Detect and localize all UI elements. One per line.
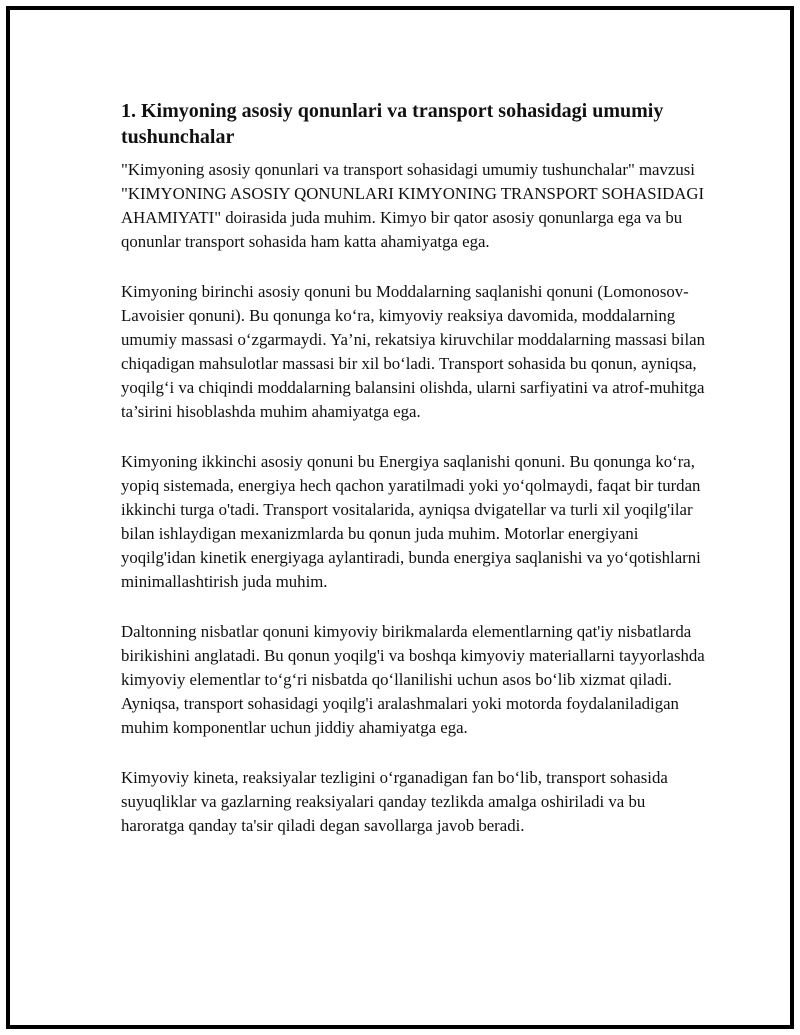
- document-body: [121, 98, 711, 838]
- paragraph-mass-conservation: Kimyoning birinchi asosiy qonuni bu Moddalarning saqlanishi qonuni (Lomonosov-Lavoisier qonuni). Bu qonunga ko‘ra, kimyoviy reaksiya davomida, moddalarning umumiy massasi o‘zgarmaydi. Ya’ni, rekatsiya kiruvchilar moddalarning massasi bilan chiqadigan mahsulotlar massasi bir xil bo‘ladi. Transport sohasida bu qonun, ayniqsa, yoqilg‘i va chiqindi moddalarning balansini olishda, ularni sarfiyatini va atrof-muhitga ta’sirini hisoblashda muhim ahamiyatga ega.: [121, 282, 705, 421]
- paragraph-kinetics: Kimyoviy kineta, reaksiyalar tezligini o‘rganadigan fan bo‘lib, transport sohasida suyuqliklar va gazlarning reaksiyalari qanday tezlikda amalga oshiriladi va bu haroratga qanday ta'sir qiladi degan savollarga javob beradi.: [121, 768, 668, 835]
- paragraph-dalton-law: Daltonning nisbatlar qonuni kimyoviy birikmalarda elementlarning qat'iy nisbatlarda birikishini anglatadi. Bu qonun yoqilg'i va boshqa kimyoviy materiallarni tayyorlashda kimyoviy elementlar to‘g‘ri nisbatda qo‘llanilishi uchun asos bo‘lib xizmat qiladi. Ayniqsa, transport sohasidagi yoqilg'i aralashmalari yoki motorda foydalaniladigan muhim komponentlar uchun jiddiy ahamiyatga ega.: [121, 622, 705, 737]
- paragraph-energy-conservation: Kimyoning ikkinchi asosiy qonuni bu Energiya saqlanishi qonuni. Bu qonunga ko‘ra, yopiq sistemada, energiya hech qachon yaratilmadi yoki yo‘qolmaydi, faqat bir turdan ikkinchi turga o'tadi. Transport vositalarida, ayniqsa dvigatellar va turli xil yoqilg'ilar bilan ishlaydigan mexanizmlarda bu qonun juda muhim. Motorlar energiyani yoqilg'idan kinetik energiyaga aylantiradi, bunda energiya saqlanishi va yo‘qotishlarni minimallashtirish juda muhim.: [121, 452, 701, 591]
- paragraph-intro: "Kimyoning asosiy qonunlari va transport sohasidagi umumiy tushunchalar" mavzusi "KIMYONING ASOSIY QONUNLARI KIMYONING TRANSPORT SOHASIDAGI AHAMIYATI" doirasida juda muhim. Kimyo bir qator asosiy qonunlarga ega va bu qonunlar transport sohasida ham katta ahamiyatga ega.: [121, 160, 705, 251]
- page-frame: [6, 6, 794, 1029]
- section-heading: 1. Kimyoning asosiy qonunlari va transport sohasidagi umumiy tushunchalar: [121, 100, 664, 148]
